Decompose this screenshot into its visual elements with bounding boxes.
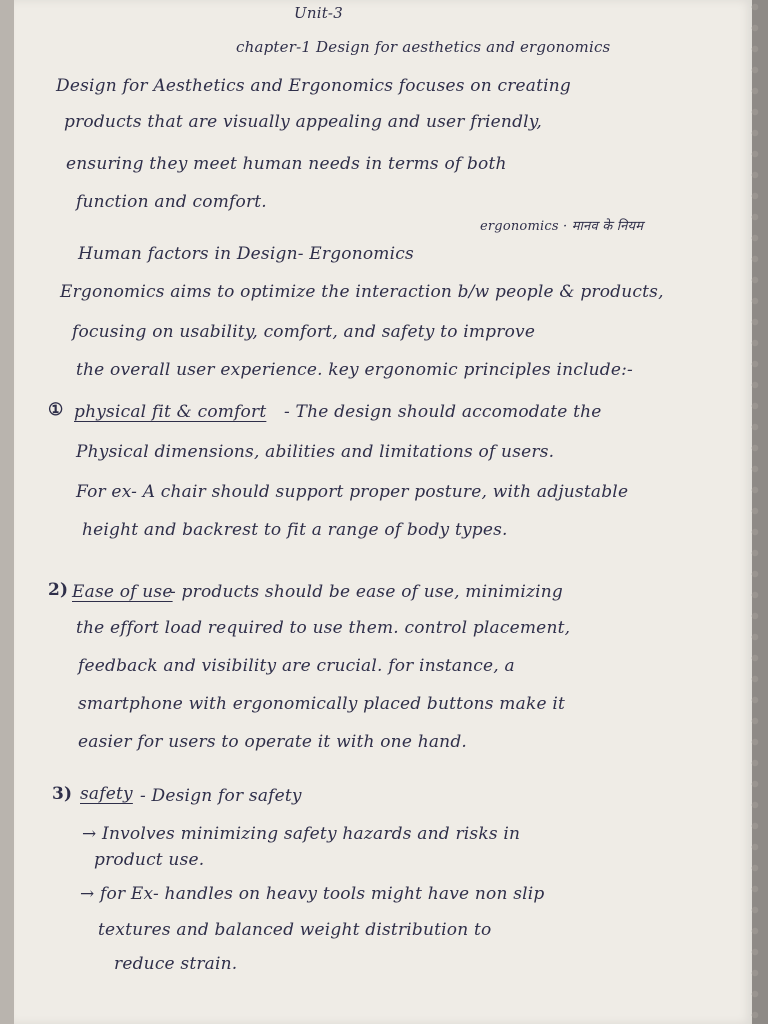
point-2-line-1: - products should be ease of use, minimizing — [170, 582, 564, 602]
intro-line-1: Design for Aesthetics and Ergonomics focuses on creating — [56, 76, 572, 96]
intro-line-3: ensuring they meet human needs in terms of both — [66, 154, 507, 174]
point-2-line-4: smartphone with ergonomically placed buttons make it — [78, 694, 565, 714]
point-2-line-2: the effort load required to use them. control placement, — [76, 618, 571, 638]
point-2-title: Ease of use — [72, 582, 173, 602]
point-3-line-5: textures and balanced weight distribution to — [98, 920, 492, 940]
point-1-number: ① — [48, 400, 64, 420]
point-3-line-6: reduce strain. — [114, 954, 238, 974]
ergonomics-line-2: focusing on usability, comfort, and safety to improve — [72, 322, 536, 342]
point-3-line-2: → Involves minimizing safety hazards and risks in — [82, 824, 521, 844]
intro-line-2: products that are visually appealing and user friendly, — [64, 112, 542, 132]
section-heading: Human factors in Design- Ergonomics — [78, 244, 414, 264]
point-2-line-5: easier for users to operate it with one hand. — [78, 732, 468, 752]
point-2-line-3: feedback and visibility are crucial. for instance, a — [78, 656, 515, 676]
chapter-heading: chapter-1 Design for aesthetics and ergonomics — [236, 38, 611, 56]
ergonomics-line-3: the overall user experience. key ergonomic principles include:- — [76, 360, 634, 380]
ergonomics-line-1: Ergonomics aims to optimize the interaction b/w people & products, — [60, 282, 664, 302]
point-3-number: 3) — [52, 784, 73, 804]
point-1-title: physical fit & comfort — [74, 402, 267, 422]
point-3-line-1: - Design for safety — [140, 786, 302, 806]
binding-holes — [748, 0, 762, 1024]
unit-heading: Unit-3 — [294, 4, 343, 22]
point-3-line-4: → for Ex- handles on heavy tools might have non slip — [80, 884, 545, 904]
point-1-line-2: Physical dimensions, abilities and limitations of users. — [76, 442, 555, 462]
point-1-line-3: For ex- A chair should support proper posture, with adjustable — [76, 482, 629, 502]
side-note: ergonomics · मानव के नियम — [480, 219, 644, 234]
point-1-line-4: height and backrest to fit a range of body types. — [82, 520, 508, 540]
point-3-line-3: product use. — [94, 850, 205, 870]
intro-line-4: function and comfort. — [76, 192, 267, 212]
point-3-title: safety — [80, 784, 133, 804]
point-2-number: 2) — [48, 580, 69, 600]
point-1-line-1: - The design should accomodate the — [284, 402, 602, 422]
